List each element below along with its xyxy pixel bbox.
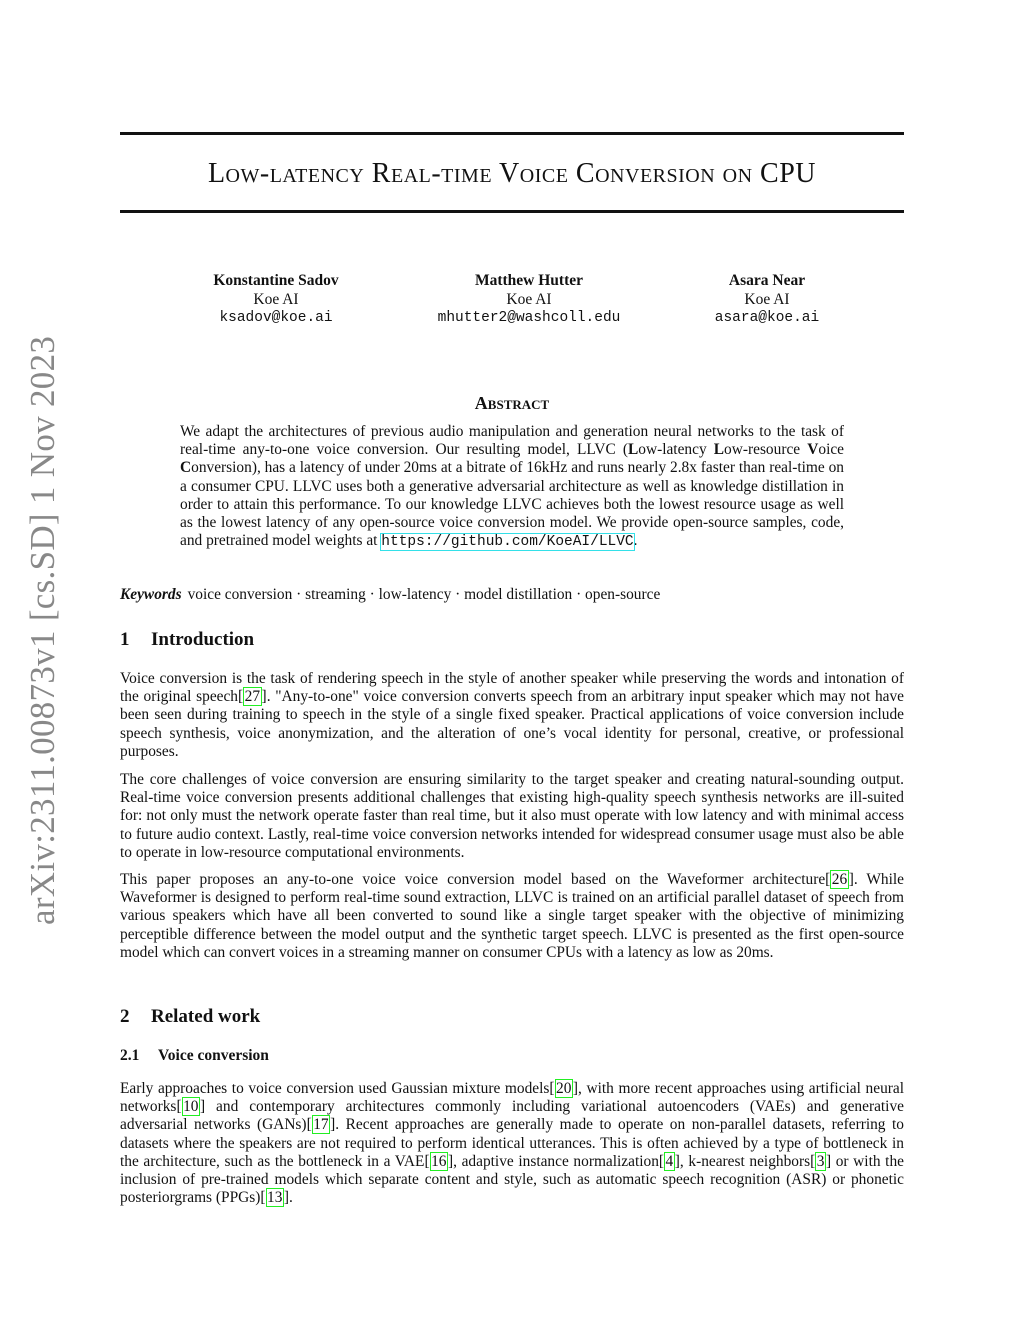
citation-link[interactable]: 3 bbox=[816, 1152, 825, 1170]
text-run: C bbox=[180, 459, 192, 477]
abstract-text bbox=[180, 423, 844, 551]
author-name: Konstantine Sadov bbox=[213, 272, 339, 289]
text-run: . While Waveformer is designed to perform real-time sound extraction, LLVC is trained on an artificial parallel dataset of speech from various speakers which have all been converted to sound like a single target speaker with the objective of minimizing perceptible difference between the model output and the synthetic target speech. LLVC is presented as the first open-source model which can convert voices in a streaming manner on consumer CPUs with a latency as low as 20ms. bbox=[120, 871, 904, 961]
text-run: . bbox=[633, 532, 638, 550]
text-run: onversion), has a latency of under 20ms at a bitrate of 16kHz and runs nearly 2.8x faster than real-time on a consumer CPU. LLVC uses both a generative adversarial architecture as well as knowledge distillation in order to attain this performance. To our knowledge LLVC achieves both the lowest resource usage as well as the lowest latency of any open-source voice conversion model. We provide open-source samples, code, and pretrained model weights at bbox=[180, 459, 844, 550]
text-run: This paper proposes an any-to-one voice voice conversion model based on the Waveformer architecture bbox=[120, 871, 826, 888]
text-run: . bbox=[289, 1189, 293, 1207]
author-block bbox=[637, 272, 897, 328]
keywords-label: Keywords bbox=[120, 586, 182, 603]
intro-paragraph: This paper proposes an any-to-one voice voice conversion model based on the Waveformer architecture[26]. While Waveformer is designed to perform real-time sound extraction, LLVC is trained on an artificial parallel dataset of speech from various speakers which have all been converted to sound like a single target speaker with the objective of minimizing perceptible difference between the model output and the synthetic target speech. LLVC is presented as the first open-source model which can convert voices in a streaming manner on consumer CPUs with a latency as low as 20ms. bbox=[120, 871, 904, 961]
citation-link[interactable]: 27 bbox=[244, 688, 261, 706]
keywords bbox=[120, 586, 660, 604]
keywords-text: voice conversion · streaming · low-latency · model distillation · open-source bbox=[187, 586, 661, 603]
text-run: and contemporary architectures commonly including variational autoencoders (VAEs) and generative adversarial networks (GANs) bbox=[120, 1098, 904, 1134]
github-link[interactable]: https://github.com/KoeAI/LLVC bbox=[381, 534, 634, 551]
section-title: Introduction bbox=[151, 629, 255, 650]
section-heading bbox=[120, 1006, 260, 1028]
related-work-paragraph: Early approaches to voice conversion used Gaussian mixture models[20], with more recent approaches using artificial neural networks[10] and contemporary architectures commonly including variational autoencoders (VAEs) and generative adversarial networks (GANs)[17]. Recent approaches are generally made to operate on non-parallel datasets, referring to datasets where the speakers are not required to perform identical utterances. This is often achieved by a type of bottleneck in the architecture, such as the bottleneck in a VAE[16], adaptive instance normalization[4], k-nearest neighbors[3] or with the inclusion of pre-trained models which separate content and style, such as automatic speech recognition (ASR) or phonetic posteriorgrams (PPGs)[13]. bbox=[120, 1080, 904, 1207]
intro-paragraph: Voice conversion is the task of rendering speech in the style of another speaker while preserving the words and intonation of the original speech[27]. "Any-to-one" voice conversion converts speech from an arbitrary input speaker which may not have been seen during training to speech in the style of a single fixed speaker. Practical applications of voice conversion include speech synthesis, voice anonymization, and the alteration of one’s vocal identity for personal, creative, or professional purposes. bbox=[120, 670, 904, 760]
citation-link[interactable]: 4 bbox=[665, 1152, 674, 1170]
section-number: 1 bbox=[120, 629, 130, 650]
text-run: L bbox=[713, 441, 725, 459]
section-title: Related work bbox=[151, 1006, 261, 1027]
subsection-heading bbox=[120, 1047, 269, 1065]
text-run: Voice conversion is the task of rendering speech in the style of another speaker while preserving the words and intonation of the original speech bbox=[120, 670, 904, 706]
title-top-rule bbox=[120, 132, 904, 135]
author-name: Matthew Hutter bbox=[474, 272, 584, 289]
text-run: Early approaches to voice conversion used Gaussian mixture models bbox=[120, 1080, 550, 1097]
citation-link[interactable]: 26 bbox=[831, 871, 848, 888]
text-run: , adaptive instance normalization bbox=[453, 1152, 659, 1170]
section-heading bbox=[120, 629, 254, 651]
abstract-heading: Abstract bbox=[474, 393, 550, 413]
text-run: . "Any-to-one" voice conversion converts speech from an arbitrary input speaker which may not have been seen during training to speech in the style of a single fixed speaker. Practical applications of voice conversion include speech synthesis, voice anonymization, and the alteration of one’s vocal identity for personal, creative, or professional purposes. bbox=[120, 688, 904, 760]
subsection-title: Voice conversion bbox=[158, 1047, 269, 1064]
text-run: V bbox=[807, 441, 819, 459]
text-run: L bbox=[628, 441, 639, 459]
author-email[interactable]: ksadov@koe.ai bbox=[219, 310, 333, 326]
author-block bbox=[146, 272, 406, 328]
intro-paragraph bbox=[120, 771, 904, 862]
arxiv-side-label: arXiv:2311.00873v1 [cs.SD] 1 Nov 2023 bbox=[23, 335, 62, 925]
author-email[interactable]: asara@koe.ai bbox=[714, 310, 820, 326]
section-number: 2 bbox=[120, 1006, 130, 1027]
text-run: We adapt the architectures of previous audio manipulation and generation neural networks to the task of real-time any-to-one voice conversion. Our resulting model, LLVC ( bbox=[180, 423, 844, 459]
text-run: The core challenges of voice conversion are ensuring similarity to the target speaker and creating natural-sounding output. Real-time voice conversion presents additional challenges that existing high-quality speech synthesis networks are ill-suited for: not only must the network operate faster than real time, but it also must operate with low latency and with minimal access to future audio context. Lastly, real-time voice conversion networks intended for widespread consumer usage must also be able to operate in low-resource computational environments. bbox=[120, 771, 904, 861]
citation-link[interactable]: 17 bbox=[313, 1116, 329, 1134]
author-block bbox=[399, 272, 659, 328]
author-name: Asara Near bbox=[728, 272, 806, 289]
paper-title: Low-latency Real-time Voice Conversion on CPU bbox=[207, 158, 817, 189]
author-email[interactable]: mhutter2@washcoll.edu bbox=[437, 310, 621, 326]
text-run: ow-resource bbox=[724, 441, 808, 459]
text-run: oice bbox=[818, 441, 845, 459]
title-bottom-rule bbox=[120, 210, 904, 213]
text-run: or with the inclusion of pre-trained models which separate content and style, such as automatic speech recognition (ASR) or phonetic posteriorgrams (PPGs) bbox=[120, 1152, 904, 1207]
text-run: . Recent approaches are generally made to operate on non-parallel datasets, referring to datasets where the speakers are not required to perform identical utterances. This is often achieved by a type of bottleneck in the architecture, such as the bottleneck in a VAE bbox=[120, 1116, 904, 1170]
citation-link[interactable]: 20 bbox=[556, 1080, 572, 1097]
citation-link[interactable]: 16 bbox=[431, 1152, 447, 1170]
subsection-number: 2.1 bbox=[120, 1047, 140, 1064]
citation-link[interactable]: 10 bbox=[183, 1098, 199, 1116]
citation-link[interactable]: 13 bbox=[267, 1189, 283, 1207]
author-affiliation: Koe AI bbox=[744, 290, 790, 308]
author-affiliation: Koe AI bbox=[506, 290, 552, 308]
author-affiliation: Koe AI bbox=[253, 290, 299, 308]
text-run: ow-latency bbox=[638, 441, 714, 459]
text-run: , with more recent approaches using artificial neural networks bbox=[120, 1080, 904, 1116]
text-run: , k-nearest neighbors bbox=[679, 1152, 811, 1170]
